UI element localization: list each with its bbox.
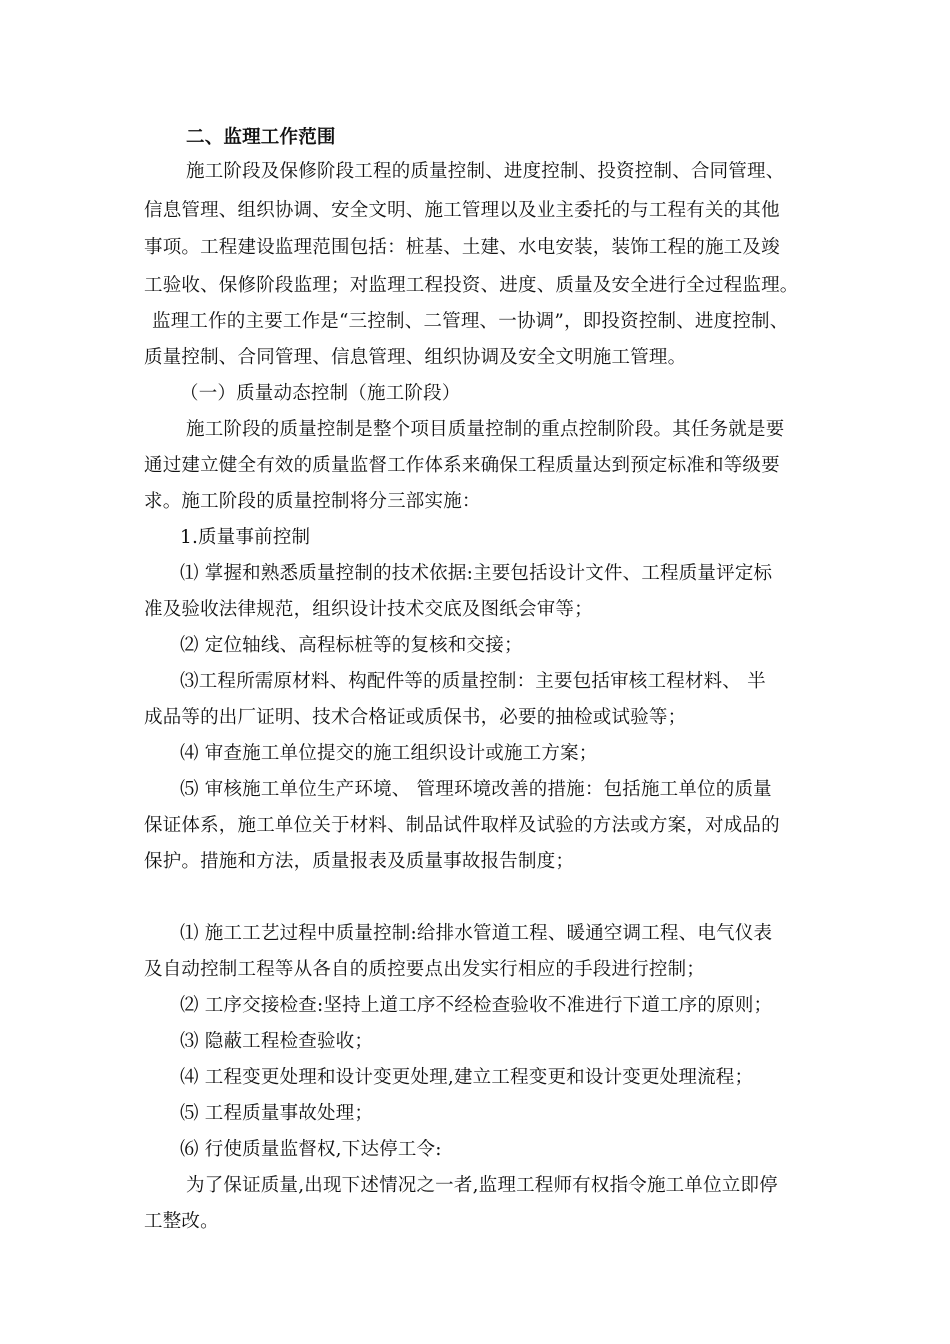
paragraph-line: 事项。工程建设监理范围包括：桩基、土建、水电安装，装饰工程的施工及竣 [144, 237, 780, 258]
paragraph-line: 通过建立健全有效的质量监督工作体系来确保工程质量达到预定标准和等级要 [144, 455, 780, 476]
list-item-line: 及自动控制工程等从各自的质控要点出发实行相应的手段进行控制； [144, 959, 706, 980]
paragraph-line: 施工阶段及保修阶段工程的质量控制、进度控制、投资控制、合同管理、 [186, 161, 785, 182]
list-item-line: ⑴ 掌握和熟悉质量控制的技术依据:主要包括设计文件、工程质量评定标 [180, 563, 773, 584]
list-item-line: 成品等的出厂证明、技术合格证或质保书，必要的抽检或试验等； [144, 707, 687, 728]
list-item-line: ⑹ 行使质量监督权,下达停工令: [180, 1139, 442, 1160]
list-item-line: ⑸ 审核施工单位生产环境、 管理环境改善的措施：包括施工单位的质量 [180, 779, 772, 800]
list-item-line: ⑶工程所需原材料、构配件等的质量控制：主要包括审核工程材料、 半 [180, 671, 766, 692]
paragraph-line: 工验收、保修阶段监理；对监理工程投资、进度、质量及安全进行全过程监理。 [144, 275, 799, 296]
list-item-line: 准及验收法律规范，组织设计技术交底及图纸会审等； [144, 599, 593, 620]
list-item-line: ⑵ 定位轴线、高程标桩等的复核和交接； [180, 635, 523, 656]
list-item-line: ⑷ 工程变更处理和设计变更处理,建立工程变更和设计变更处理流程； [180, 1067, 754, 1088]
list-item-line: 保证体系，施工单位关于材料、制品试件取样及试验的方法或方案，对成品的 [144, 815, 780, 836]
list-item-line: ⑴ 施工工艺过程中质量控制:给排水管道工程、暖通空调工程、电气仪表 [180, 923, 773, 944]
list-item-line: ⑸ 工程质量事故处理； [180, 1103, 374, 1124]
section-heading: 二、监理工作范围 [186, 127, 336, 148]
list-item-line: ⑵ 工序交接检查:坚持上道工序不经检查验收不准进行下道工序的原则； [180, 995, 773, 1016]
list-item-line: ⑶ 隐蔽工程检查验收； [180, 1031, 374, 1052]
paragraph-line: 监理工作的主要工作是“三控制、二管理、一协调”，即投资控制、进度控制、 [152, 311, 789, 332]
paragraph-line: 信息管理、组织协调、安全文明、施工管理以及业主委托的与工程有关的其他 [144, 200, 780, 221]
paragraph-line: 施工阶段的质量控制是整个项目质量控制的重点控制阶段。其任务就是要 [186, 419, 785, 440]
paragraph-line: 质量控制、合同管理、信息管理、组织协调及安全文明施工管理。 [144, 347, 687, 368]
subsection-heading: （一）质量动态控制（施工阶段） [180, 383, 461, 404]
paragraph-line: 为了保证质量,出现下述情况之一者,监理工程师有权指令施工单位立即停 [186, 1175, 778, 1196]
paragraph-line: 求。施工阶段的质量控制将分三部实施： [144, 491, 481, 512]
subsection-heading: 1.质量事前控制 [180, 527, 311, 548]
list-item-line: ⑷ 审查施工单位提交的施工组织设计或施工方案； [180, 743, 598, 764]
list-item-line: 保护。措施和方法，质量报表及质量事故报告制度； [144, 851, 575, 872]
paragraph-line: 工整改。 [144, 1211, 219, 1232]
